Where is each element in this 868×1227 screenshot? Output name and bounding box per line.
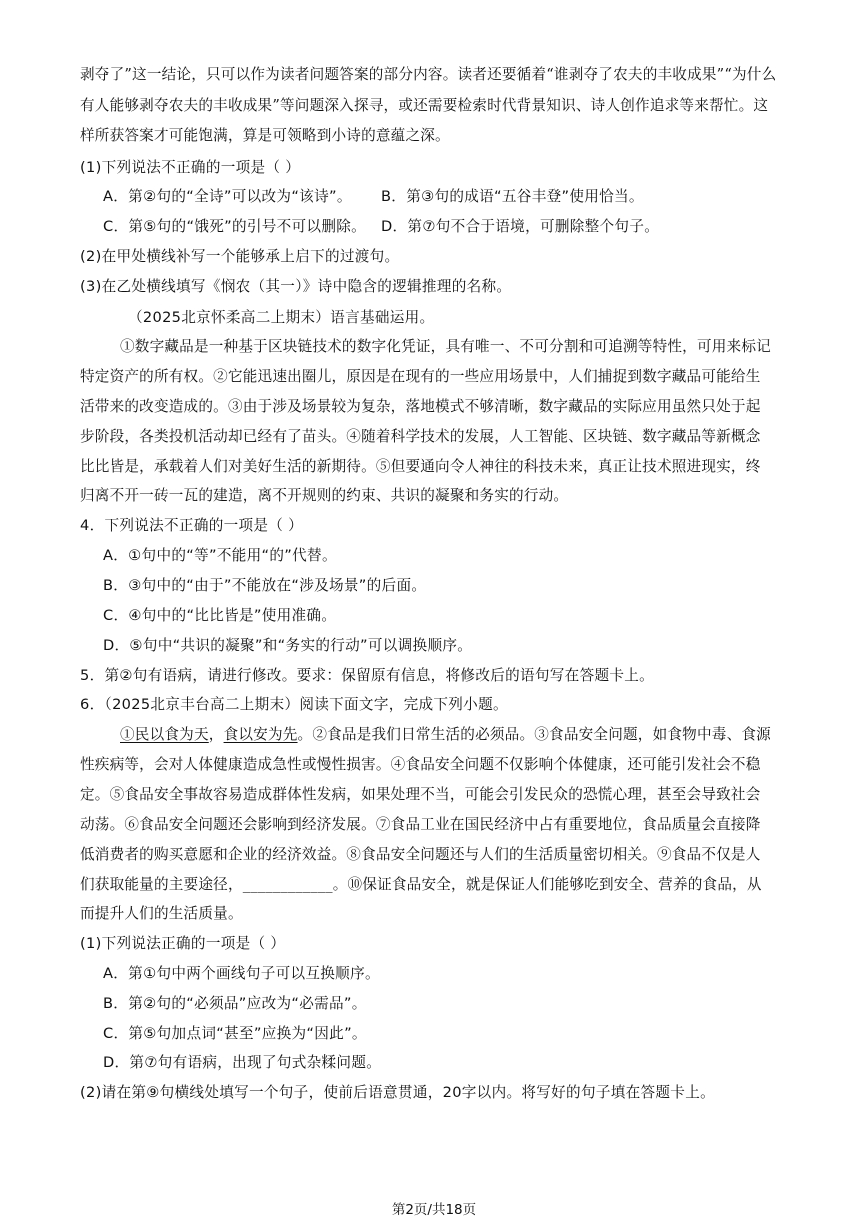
passage-text: 。②食品是我们日常生活的必须品。③食品安全问题，如食物中毒、食源 [297,726,771,743]
option-b: B．③句中的“由于”不能放在“涉及场景”的后面。 [103,577,427,594]
passage-line [120,724,796,746]
question-stem: (1)下列说法不正确的一项是（ ） [80,159,301,176]
passage-line: 有人能够剥夺农夫的丰收成果”等问题深入探寻，或还需要检索时代背景知识、诗人创作追求等来帮忙。这 [80,97,769,114]
question-stem: (1)下列说法正确的一项是（ ） [80,935,286,952]
question-stem: 4．下列说法不正确的一项是（ ） [80,517,304,534]
question-6-2: (2)请在第⑨句横线处填写一个句子，使前后语意贯通，20字以内。将写好的句子填在答题卡上。 [80,1084,715,1101]
question-2: (2)在甲处横线补写一个能够承上启下的过渡句。 [80,248,400,265]
source-label: （2025北京怀柔高二上期末）语言基础运用。 [128,309,435,326]
passage-line: 们获取能量的主要途径，____________。⑩保证食品安全，就是保证人们能够吃到安全、营养的食品，从 [80,876,762,893]
passage-line: 步阶段，各类投机活动却已经有了苗头。④随着科学技术的发展，人工智能、区块链、数字藏品等新概念 [80,428,761,445]
option-c: C．第⑤句加点词“甚至”应换为“因此”。 [103,1025,367,1042]
passage-line: 动荡。⑥食品安全问题还会影响到经济发展。⑦食品工业在国民经济中占有重要地位，食品质量会直接降 [80,816,761,833]
option-c: C．④句中的“比比皆是”使用准确。 [103,607,337,624]
passage-line: 特定资产的所有权。②它能迅速出圈儿，原因是在现有的一些应用场景中，人们捕捉到数字藏品可能给生 [80,368,761,385]
option-a: A．第①句中两个画线句子可以互换顺序。 [103,965,380,982]
option-b: B．第②句的“必须品”应改为“必需品”。 [103,995,367,1012]
option-a: A．第②句的“全诗”可以改为“该诗”。 [103,188,352,205]
passage-line: 归离不开一砖一瓦的建造，离不开规则的约束、共识的凝聚和务实的行动。 [80,487,569,504]
option-c: C．第⑤句的“饿死”的引号不可以删除。 [103,218,367,235]
passage-line: ①数字藏品是一种基于区块链技术的数字化凭证，具有唯一、不可分割和可追溯等特性，可用来标记 [120,338,771,355]
passage-line: 低消费者的购买意愿和企业的经济效益。⑧食品安全问题还与人们的生活质量密切相关。⑨食品不仅是人 [80,846,761,863]
comma: ， [208,726,224,743]
question-3: (3)在乙处横线填写《悯农（其一）》诗中隐含的逻辑推理的名称。 [80,278,512,295]
question-6-intro: 6．（2025北京丰台高二上期末）阅读下面文字，完成下列小题。 [80,696,508,713]
question-5: 5．第②句有语病，请进行修改。要求：保留原有信息，将修改后的语句写在答题卡上。 [80,667,655,684]
option-a: A．①句中的“等”不能用“的”代替。 [103,547,337,564]
passage-line: 而提升人们的生活质量。 [80,905,243,922]
passage-line: 剥夺了”这一结论，只可以作为读者问题答案的部分内容。读者还要循着“谁剥夺了农夫的丰收成果”“为什么 [80,66,777,83]
passage-line: 活带来的改变造成的。③由于涉及场景较为复杂，落地模式不够清晰，数字藏品的实际应用虽然只处于起 [80,398,761,415]
passage-line: 比比皆是，承载着人们对美好生活的新期待。⑤但要通向令人神往的科技未来，真正让技术照进现实，终 [80,458,761,475]
passage-line: 样所获答案才可能饱满，算是可领略到小诗的意蕴之深。 [80,127,450,144]
underlined-sentence: ①民以食为天 [120,726,209,743]
option-b: B．第③句的成语“五谷丰登”使用恰当。 [381,188,644,205]
passage-line: 定。⑤食品安全事故容易造成群体性发病，如果处理不当，可能会引发民众的恐慌心理，甚至会导致社会 [80,786,761,803]
underlined-sentence: 食以安为先 [223,726,298,743]
option-d: D．⑤句中“共识的凝聚”和“务实的行动”可以调换顺序。 [103,637,473,654]
option-d: D．第⑦句有语病，出现了句式杂糅问题。 [103,1054,382,1071]
page-number: 第2页/共18页 [391,1202,477,1218]
passage-line: 性疾病等，会对人体健康造成急性或慢性损害。④食品安全问题不仅影响个体健康，还可能引发社会不稳 [80,756,761,773]
option-d: D．第⑦句不合于语境，可删除整个句子。 [381,218,660,235]
